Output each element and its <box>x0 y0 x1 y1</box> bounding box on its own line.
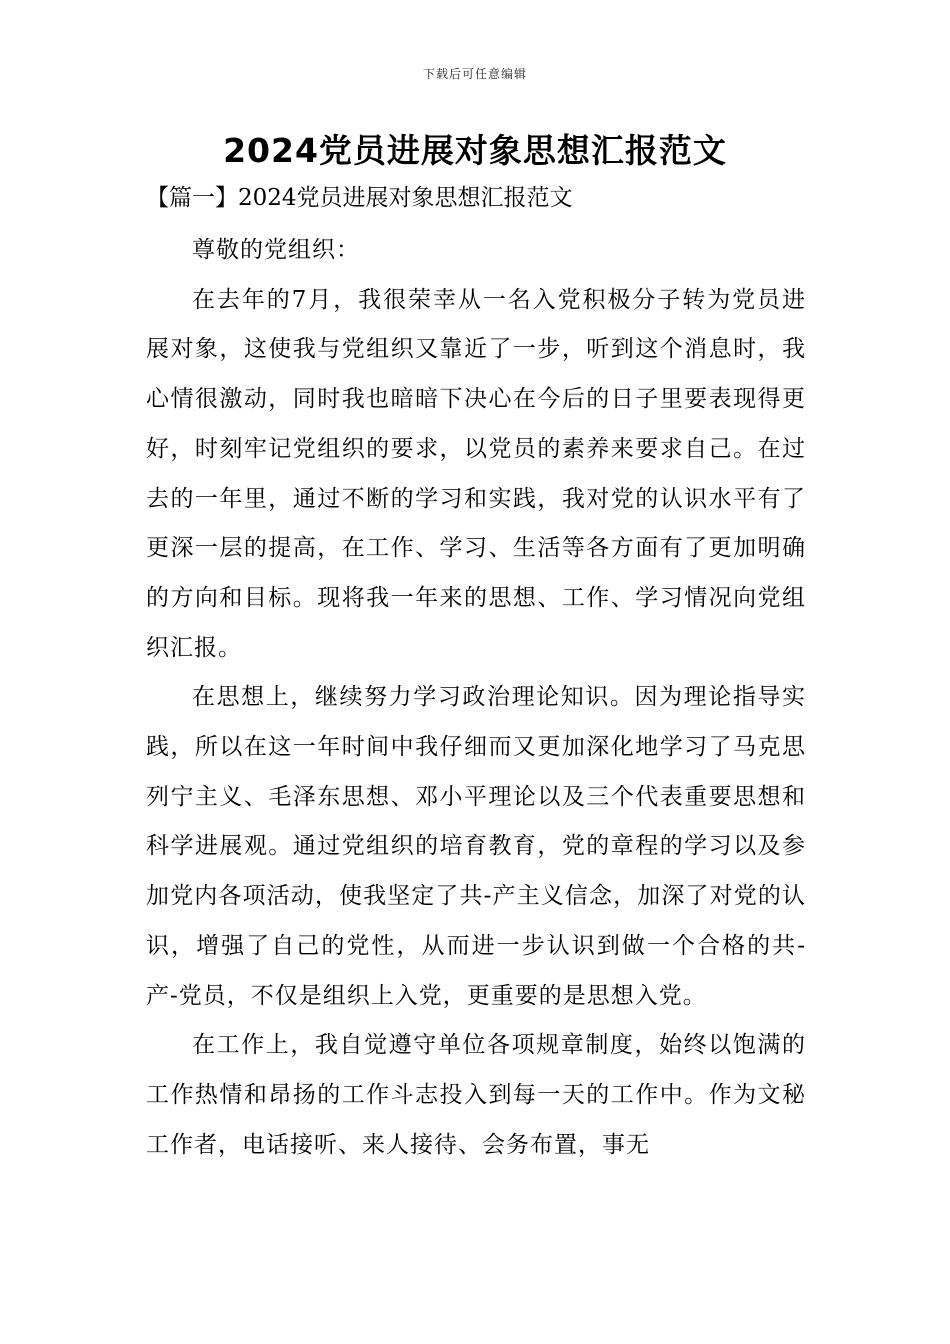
section-heading: 【篇一】2024党员进展对象思想汇报范文 <box>146 185 573 211</box>
paragraph-thought: 在思想上，继续努力学习政治理论知识。因为理论指导实践，所以在这一年时间中我仔细而又更加深化地学习了马克思列宁主义、毛泽东思想、邓小平理论以及三个代表重要思想和科学进展观。通过党组织的培育教育，党的章程的学习以及参加党内各项活动，使我坚定了共-产主义信念，加深了对党的认识，增强了自己的党性，从而进一步认识到做一个合格的共-产-党员，不仅是组织上入党，更重要的是思想入党。 <box>146 684 806 1009</box>
paragraph-intro: 在去年的7月，我很荣幸从一名入党积极分子转为党员进展对象，这使我与党组织又靠近了一步，听到这个消息时，我心情很激动，同时我也暗暗下决心在今后的日子里要表现得更好，时刻牢记党组织的要求，以党员的素养来要求自己。在过去的一年里，通过不断的学习和实践，我对党的认识水平有了更深一层的提高，在工作、学习、生活等各方面有了更加明确的方向和目标。现将我一年来的思想、工作、学习情况向党组织汇报。 <box>146 286 806 661</box>
document-body <box>146 226 806 1170</box>
page-header-note: 下载后可任意编辑 <box>422 67 527 81</box>
salutation: 尊敬的党组织： <box>192 237 360 263</box>
paragraph-work: 在工作上，我自觉遵守单位各项规章制度，始终以饱满的工作热情和昂扬的工作斗志投入到每一天的工作中。作为文秘工作者，电话接听、来人接待、会务布置，事无 <box>146 1032 806 1158</box>
document-title: 2024党员进展对象思想汇报范文 <box>223 131 727 170</box>
